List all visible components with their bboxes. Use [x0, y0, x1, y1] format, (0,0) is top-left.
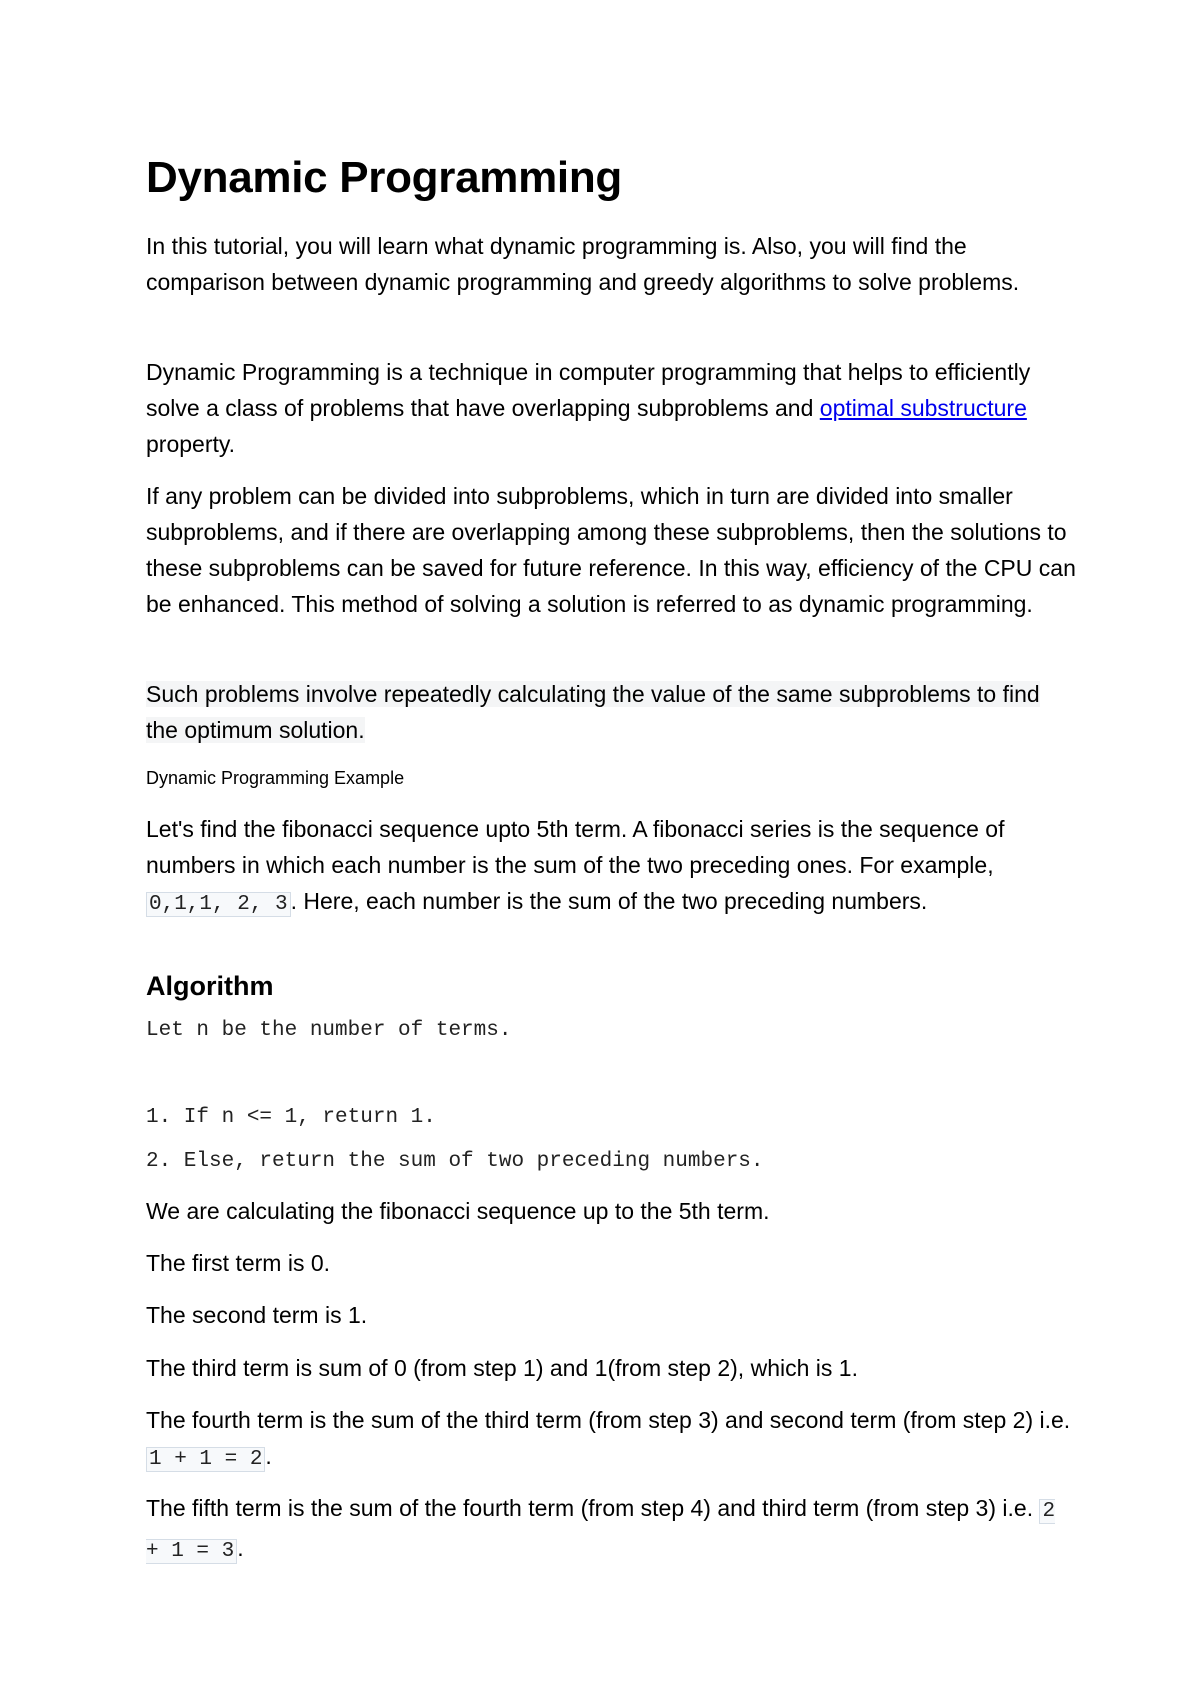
fifth-term-end: . — [237, 1535, 244, 1561]
fifth-term-code: 2 + 1 = 3 — [146, 1500, 1056, 1563]
algorithm-line-definition: Let n be the number of terms. — [146, 1019, 512, 1042]
page-title: Dynamic Programming — [146, 153, 622, 202]
fourth-term-text: The fourth term is the sum of the third term (from step 3) and second term (from step 2) i.e. — [146, 1407, 1071, 1433]
example-heading: Dynamic Programming Example — [146, 768, 405, 788]
calculation-paragraph: We are calculating the fibonacci sequence up to the 5th term. — [146, 1198, 770, 1224]
fibonacci-example-code: 0,1,1, 2, 3 — [146, 892, 291, 917]
second-term-paragraph: The second term is 1. — [146, 1302, 368, 1328]
fifth-term-text: The fifth term is the sum of the fourth term (from step 4) and third term (from step 3) i.e. — [146, 1495, 1040, 1521]
algorithm-heading: Algorithm — [146, 971, 274, 1001]
algorithm-step-2: 2. Else, return the sum of two preceding numbers. — [146, 1150, 764, 1173]
definition-text-start: Dynamic Programming is a technique in computer programming that helps to efficiently solve a class of problems that have overlapping subproblems and — [146, 359, 1031, 421]
repeat-paragraph — [146, 676, 1076, 748]
repeat-text: Such problems involve repeatedly calculating the value of the same subproblems to find the optimum solution. — [146, 681, 1040, 743]
definition-text-end: property. — [146, 431, 236, 457]
fourth-term-end: . — [265, 1443, 272, 1469]
intro-paragraph: In this tutorial, you will learn what dynamic programming is. Also, you will find the comparison between dynamic programming and greedy algorithms to solve problems. — [146, 233, 1020, 295]
document-page — [146, 0, 1076, 1698]
overlap-paragraph: If any problem can be divided into subproblems, which in turn are divided into smaller subproblems, and if there are overlapping among these subproblems, then the solutions to these subproblems can be saved for future reference. In this way, efficiency of the CPU can be enhanced. This method of solving a solution is referred to as dynamic programming. — [146, 483, 1076, 617]
definition-paragraph — [146, 354, 1076, 462]
fibonacci-text-start: Let's find the fibonacci sequence upto 5th term. A fibonacci series is the sequence of numbers in which each number is the sum of the two preceding ones. For example, — [146, 816, 1005, 878]
third-term-paragraph: The third term is sum of 0 (from step 1) and 1(from step 2), which is 1. — [146, 1355, 858, 1381]
fourth-term-paragraph — [146, 1402, 1076, 1478]
algorithm-step-1: 1. If n <= 1, return 1. — [146, 1106, 436, 1129]
fourth-term-code: 1 + 1 = 2 — [146, 1447, 265, 1472]
fibonacci-text-end: . Here, each number is the sum of the two preceding numbers. — [290, 888, 928, 914]
fifth-term-paragraph — [146, 1490, 1076, 1570]
first-term-paragraph: The first term is 0. — [146, 1250, 331, 1276]
fibonacci-paragraph — [146, 811, 1076, 923]
optimal-substructure-link[interactable]: optimal substructure — [819, 395, 1027, 421]
